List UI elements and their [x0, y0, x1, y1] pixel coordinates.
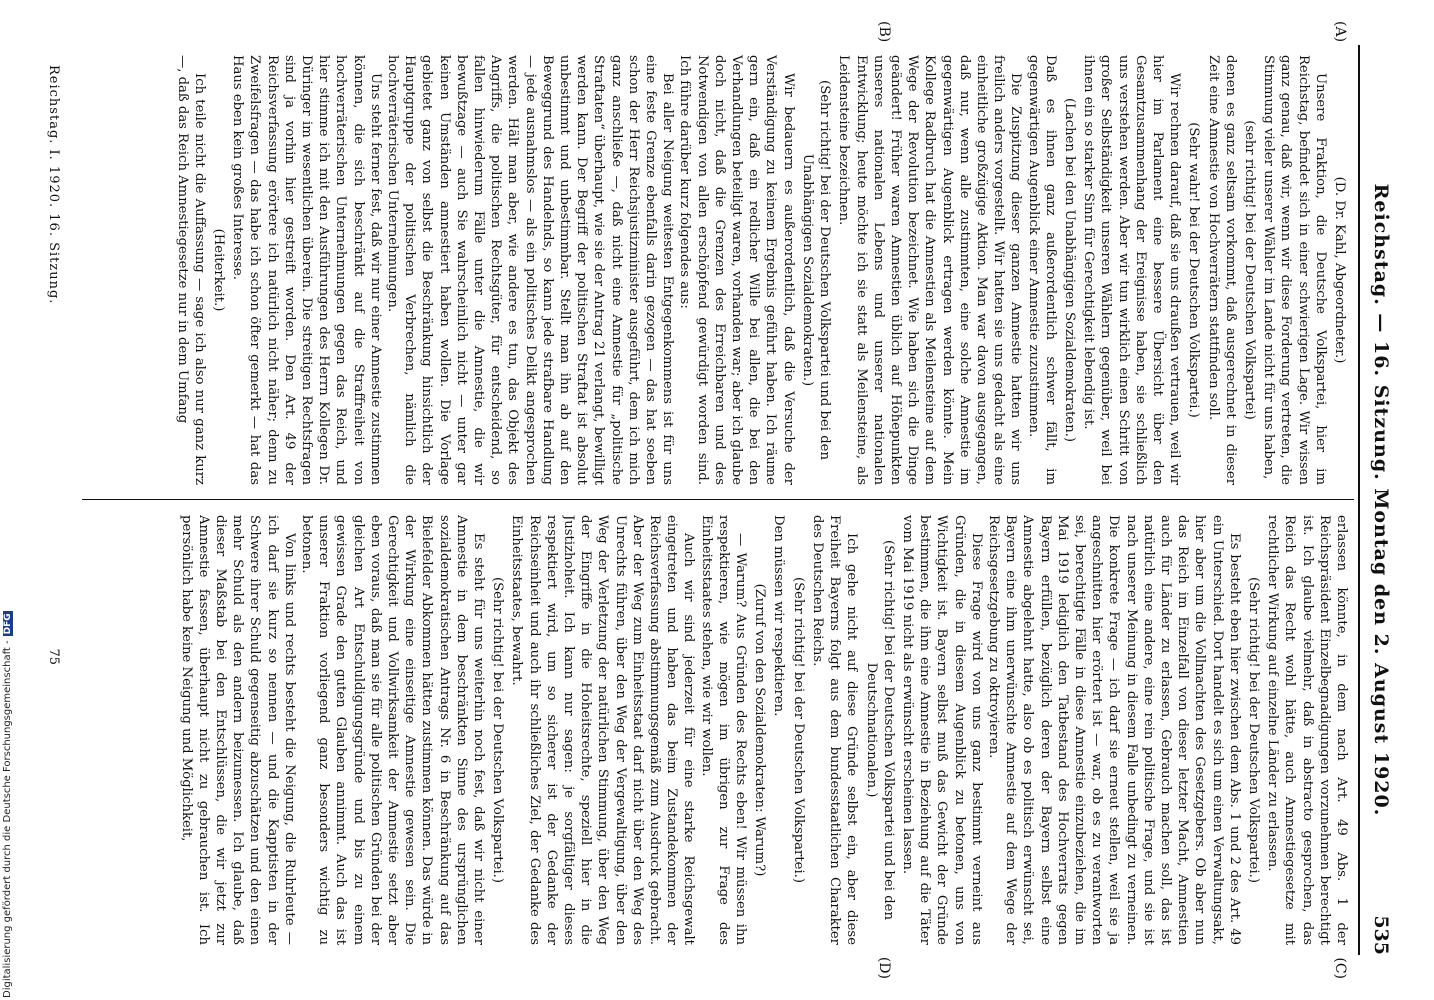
paragraph: Von links und rechts besteht die Neigung, die Ruhrleute — ich darf sie kurz so nennen — und die Kapptisten in der Schwere ihrer Schuld gegenseitig abzuschätzen und den einen mehr Schuld als den andern beizumessen. Ich glaube, daß dieser Maßstab bei den Entschlüssen, die wir jetzt zur Amnestie fassen, überhaupt nicht zu gebrauchen ist. Ich persönlich habe keine Neigung und Möglichkeit, — [178, 515, 297, 945]
speaker-line: (D. Dr. Kahl, Abgeordneter.) — [1332, 176, 1347, 364]
paragraph: Auch wir sind jederzeit für eine starke Reichsgewalt eingetreten und haben das beim Zustandekommen der Reichsverfassung abstimmungsgemäß zum Ausdruck gebracht. Aber der Weg zum Einheitsstaat darf nicht über den Weg des Unrechts führen, über den Weg der Vergewaltigung, über den Weg der Verletzung der natürlichen Stimmung, über den Weg der Eingriffe in die Hoheitsrechte, speziell hier in die Justizhoheit. Ich kann nur sagen: je sorgfältiger dieses respektiert wird, um so sicherer ist der Gedanke der Reichseinheit und auch ihr schließliches Ziel, der Gedanke des Einheitsstaates, bewahrt. — [509, 515, 697, 945]
interjection: (Zuruf von den Sozialdemokraten: Warum?) — [752, 583, 768, 877]
footer-page-mark: 75 — [46, 648, 61, 665]
interjection: (Lachen bei den Unabhängigen Sozialdemokraten.) — [1061, 97, 1077, 443]
paragraph: Diese Frage wird von uns ganz bestimmt verneint aus Gründen, die in diesem Augenblick zu betonen, uns von Wichtigkeit ist. Bayern selbst muß das Gewicht der Gründe bestimmen, die ihm eine Amnestie in Beziehung auf die Täter vom Mai 1919 nicht als erwünscht erscheinen lassen. — [899, 515, 984, 945]
interjection: (Sehr richtig! bei der Deutschen Volkspartei.) — [1245, 576, 1261, 884]
paragraph: erlassen könnte, in dem nach Art. 49 Abs. 1 der Reichspräsident Einzelbegnadigungen vorzunehmen berechtigt ist. Ich glaube vielmehr, daß in abstracto gesprochen, das Reich das Recht wohl hätte, auch Amnestiegesetze mit rechtlicher Wirkung auf einzelne Länder zu erlassen. — [1265, 515, 1349, 945]
interjection: (Sehr richtig! bei der Deutschen Volkspartei und bei den Unabhängigen Sozialdemokraten.) — [799, 80, 833, 460]
paragraph: Unsere Fraktion, die Deutsche Volkspartei, hier im Reichstag, befindet sich in einer schwierigen Lage. Wir wissen ganz genau, daß wir, wenn wir diese Forderung vertreten, die Stimmung vieler unserer Wähler im Lande nicht für uns haben, — [1261, 55, 1328, 485]
interjection: (Sehr wahr! bei der Deutschen Volkspartei.) — [1186, 122, 1202, 418]
margin-marker-c: (C) — [1332, 957, 1348, 979]
page-number: 535 — [1370, 915, 1392, 955]
margin-marker-d: (D) — [876, 956, 892, 979]
paragraph: — Warum? Aus Gründen des Rechts eben! Wir müssen ihn respektieren, wie mögen im übrigen zur Frage des Einheitsstaates stehen, wie wir wollen. — [698, 515, 749, 945]
paragraph: Es steht für uns weiterhin noch fest, daß wir nicht einer Amnestie in dem beschränkten Sinne des ursprünglichen sozialdemokratischen Antrags Nr. 6 in Beschränkung auf das Bielefelder Abkommen hätten zustimmen können. Das würde in der Wirkung eine einseitige Amnestie gewesen sein. Die Gerechtigkeit und Vollwirksamkeit der Amnestie setzt aber eben voraus, daß man sie für alle politischen Gründen bei der gleichen Art Entschuldigungsgründe und bis zu einem gewissen Grade den guten Glauben annimmt. Auch das ist unserer Fraktion vorliegend ganz besonders wichtig zu betonen. — [299, 515, 487, 945]
interjection: (Sehr richtig! bei der Deutschen Volkspartei.) — [790, 576, 806, 884]
paragraph: Uns steht ferner fest, daß wir nur einer Amnestie zustimmen können, die sich beschränkt auf die Straffreiheit von hochverräterischen Unternehmungen gegen das Reich, und hier stimme ich mit den Ausführungen des Herrn Kollegen Dr. Düringer im wesentlichen überein. Die streitigen Rechtsfragen sind ja vorhin hier gestreift worden. Den Art. 49 der Reichsverfassung erörtere ich natürlich nicht näher; denn zu Zweifelsfragen — das habe ich schon öfter gemerkt — hat das Haus eben kein großes Interesse. — [230, 55, 383, 485]
paragraph: Die Zuspitzung dieser ganzen Amnestie hatten wir uns freilich anders vorgestellt. Wir hatten sie uns gedacht als eine einheitliche großzügige Aktion. Man war davon ausgegangen, daß nur, wenn alle zustimmten, eine solche Amnestie im gegenwärtigen Augenblick ertragen werden könnte. Mein Kollege Radbruch hat die Amnestien als Meilensteine auf dem Wege der Revolution bezeichnet. Wie haben sich die Dinge geändert! Früher waren Amnestien üblich auf Höhepunkten unseres nationalen Lebens und unserer nationalen Entwicklung; heute möchte ich sie statt als Meilensteine, als Leidensteine bezeichnen. — [836, 55, 1024, 485]
margin-marker-a: (A) — [1332, 21, 1348, 43]
paragraph: Wir rechnen darauf, daß sie uns draußen vertrauen, weil wir hier im Parlament eine bessere Übersicht über den Gesamtzusammenhang der Ereignisse haben, sie schließlich uns verstehen werden. Aber wir tun wirklich einen Schritt von großer Selbständigkeit unseren Wählern gegenüber, weil bei ihnen ein so starker Sinn für Gerechtigkeit lebendig ist. — [1081, 55, 1183, 485]
dfg-logo: DFG — [3, 613, 13, 635]
interjection: (Sehr richtig! bei der Deutschen Volkspartei und bei den Deutschnationalen.) — [863, 540, 896, 920]
paragraph: Daß es ihnen ganz außerordentlich schwer fällt, im gegenwärtigen Augenblick einer Amnestie zuzustimmen. — [1025, 55, 1058, 485]
paragraph: Bei aller Neigung weitesten Entgegenkommens ist für uns eine feste Grenze ebenfalls darin gezogen — das hat soeben schon der Herr Reichsjustizminister ausgeführt, dem ich mich ganz anschließe —, daß nicht eine Amnestie für „politische Straftaten“ überhaupt, wie sie der Antrag 21 verlangt, bewilligt werden kann. Der Begriff der politischen Straftat ist absolut unbestimmt und unbestimmbar. Stellt man ihn ab auf den Beweggrund des Handelnds, so kann jede strafbare Handlung — jede ausnahmslos — als ein politisches Delikt angesprochen werden. Hält man aber, wie andere es tun, das Objekt des Angriffs, die politischen Rechtsgüter, für entscheidend, so fallen hinwiederum Fälle unter die Amnestie, die wir bewußtzage — auch Sie wahrscheinlich nicht — unter gar keinen Umständen amnestiert haben wollen. Die Vorlage gebietet ganz von selbst die Beschränkung hinsichtlich der Hauptgruppe der politischen Verbrechen, nämlich die hochverräterischen Unternehmungen. — [385, 55, 676, 485]
right-column — [82, 515, 1350, 945]
paragraph: Wir bedauern es außerordentlich, daß die Versuche der Verständigung zu keinem Ergebnis geführt haben. Ich räume gern ein, daß ein redlicher Wille bei allen, die bei den Verhandlungen beteiligt waren, vorhanden war; aber ich glaube doch nicht, daß die Grenzen des Erreichbaren und des Notwendigen von allen erschöpfend gewürdigt worden sind. Ich führe darüber kurz folgendes aus: — [677, 55, 796, 485]
interjection: (Sehr richtig! bei der Deutschen Volkspartei.) — [490, 576, 506, 884]
paragraph: Es besteht eben hier zwischen dem Abs. 1 und 2 des Art. 49 ein Unterschied. Dort handelt es sich um einen Verwaltungsakt, hier aber um die Vollmachten des Gesetzgebers. Ob aber nun das Reich im Einzelfall von dieser letzter Macht, Amnestien auch für Länder zu erlassen, Gebrauch machen soll, das ist natürlich eine andere, eine rein politische Frage, und sie ist nach unserer Meinung in diesem Falle unbedingt zu verneinen. Die konkrete Frage — ich darf sie erneut stellen, weil sie ja angeschnitten hier erörtert ist — war, ob es zu verantworten sei, berechtigte Fälle in diese Amnestie einzubeziehen, die im Mai 1919 lediglich den Tatbestand des Hochverrats gegen Bayern erfüllen, bezüglich deren der Bayern selbst eine Amnestie abgelehnt hatte, also ob es politisch erwünscht sei, Bayern eine ihm unerwünschte Amnestie auf dem Wege der Reichsgesetzgebung zu oktroyieren. — [985, 515, 1242, 945]
left-column — [82, 55, 1350, 485]
paragraph: Ich teile nicht die Auffassung — sage ich also nur ganz kurz —, daß das Reich Amnestiegesetze nur in dem Umfang — [174, 55, 207, 485]
header-title: Reichstag. — 16. Sitzung. Montag den 2. August 1920. — [1370, 183, 1392, 817]
watermark-label: Digitalisierung gefördert durch die Deutsche Forschungsgemeinschaft - — [2, 640, 13, 998]
interjection: (sehr richtig! bei der Deutschen Volkspartei) — [1241, 120, 1257, 420]
margin-marker-b: (B) — [876, 21, 892, 43]
footer-left: Reichstag. I. 1920. 16. Sitzung. — [46, 65, 61, 305]
paragraph: denen es ganz seltsam vorkommt, daß ausgerechnet in dieser Zeit eine Amnestie von Hochverrätern stattfinden soll. — [1205, 55, 1238, 485]
watermark-text — [2, 611, 13, 998]
watermark-strip — [0, 0, 18, 1000]
newspaper-page — [22, 15, 1412, 985]
column-divider — [82, 499, 1354, 500]
paragraph: Ich gehe nicht auf diese Gründe selbst ein, aber diese Freiheit Bayerns folgt aus dem bundesstaatlichen Charakter des Deutschen Reichs. — [809, 515, 860, 945]
page-header — [1358, 45, 1394, 955]
paragraph: Den müssen wir respektieren. — [771, 515, 787, 717]
interjection: (Heiterkeit.) — [211, 228, 226, 312]
